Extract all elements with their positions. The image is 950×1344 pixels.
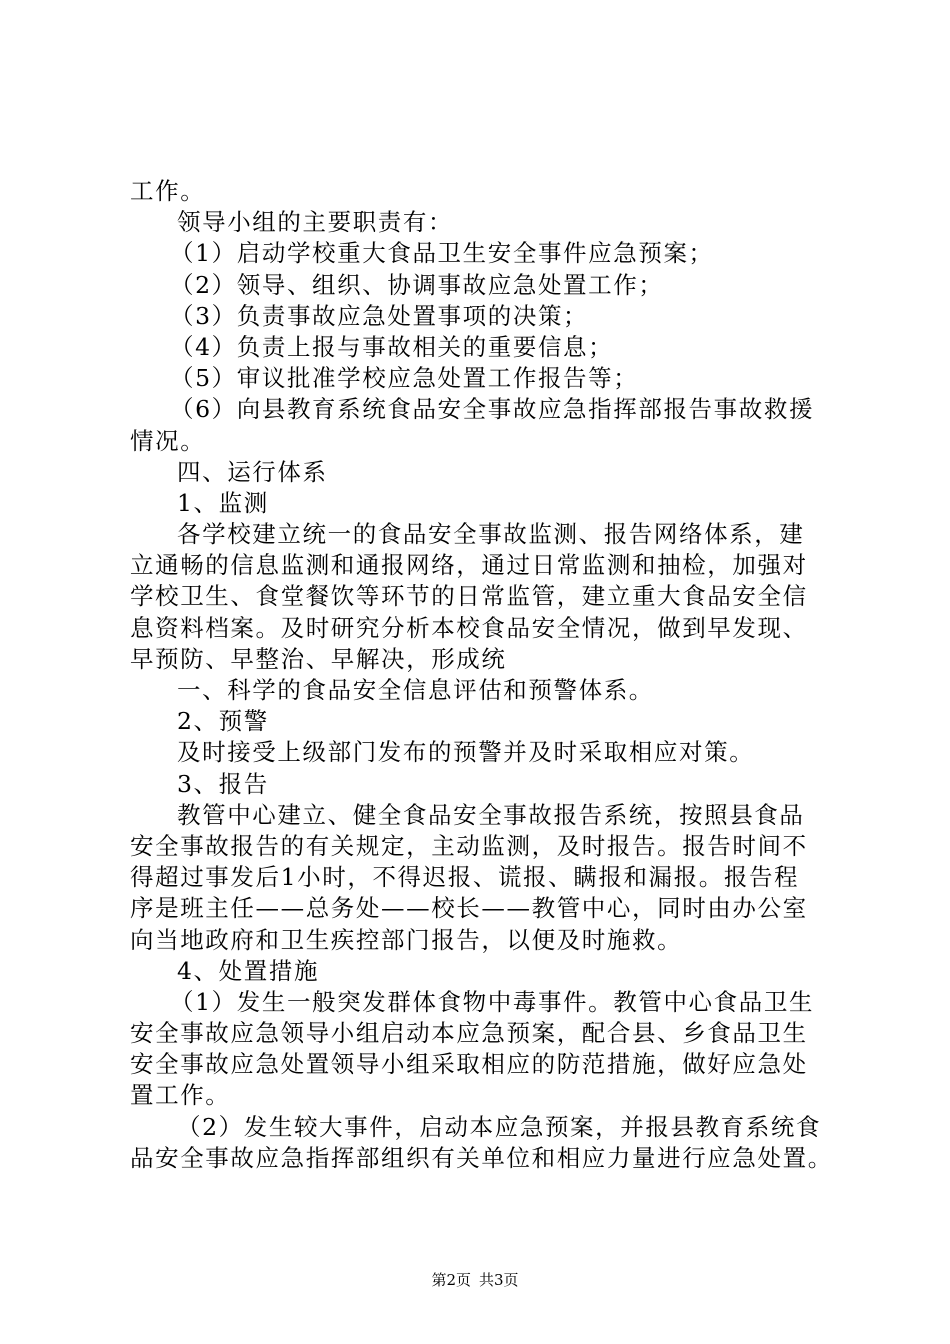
text-line: （1）发生一般突发群体食物中毒事件。教管中心食品卫生: [170, 987, 815, 1016]
text-line: 3、报告: [177, 769, 269, 798]
text-line: 安全事故应急领导小组启动本应急预案，配合县、乡食品卫生: [130, 1019, 808, 1048]
text-line: 品安全事故应急指挥部组织有关单位和相应力量进行应急处置。: [130, 1143, 833, 1172]
page-total: 共3页: [479, 1271, 519, 1289]
text-line: 各学校建立统一的食品安全事故监测、报告网络体系，建: [177, 520, 805, 549]
text-line: 向当地政府和卫生疾控部门报告，以便及时施救。: [130, 925, 683, 954]
text-line: （4）负责上报与事故相关的重要信息；: [170, 332, 614, 361]
text-line: 置工作。: [130, 1081, 231, 1110]
text-line: 领导小组的主要职责有：: [177, 208, 454, 237]
text-line: （5）审议批准学校应急处置工作报告等；: [170, 364, 639, 393]
text-line: 情况。: [130, 426, 206, 455]
text-line: 及时接受上级部门发布的预警并及时采取相应对策。: [177, 738, 755, 767]
text-line: 早预防、早整治、早解决，形成统: [130, 644, 507, 673]
text-line: （2）发生较大事件，启动本应急预案，并报县教育系统食: [177, 1112, 822, 1141]
page-footer: [0, 1270, 950, 1290]
text-line: 安全事故报告的有关规定，主动监测，及时报告。报告时间不: [130, 831, 808, 860]
text-line: 立通畅的信息监测和通报网络，通过日常监测和抽检，加强对: [130, 551, 808, 580]
text-line: （6）向县教育系统食品安全事故应急指挥部报告事故救援: [170, 395, 815, 424]
text-line: 四、运行体系: [177, 457, 328, 486]
text-line: （1）启动学校重大食品卫生安全事件应急预案；: [170, 239, 714, 268]
document-body: [130, 176, 850, 1174]
text-line: 1、监测: [177, 488, 269, 517]
text-line: （3）负责事故应急处置事项的决策；: [170, 301, 589, 330]
text-line: 息资料档案。及时研究分析本校食品安全情况，做到早发现、: [130, 613, 808, 642]
text-line: 得超过事发后1小时，不得迟报、谎报、瞒报和漏报。报告程: [130, 863, 800, 892]
text-line: 4、处置措施: [177, 956, 320, 985]
text-line: 一、科学的食品安全信息评估和预警体系。: [177, 676, 654, 704]
text-line: 安全事故应急处置领导小组采取相应的防范措施，做好应急处: [130, 1050, 808, 1079]
text-line: 学校卫生、食堂餐饮等环节的日常监管，建立重大食品安全信: [130, 582, 808, 611]
text-line: 序是班主任——总务处——校长——教管中心，同时由办公室: [130, 894, 808, 923]
page-number: 第2页: [431, 1271, 471, 1289]
text-line: 工作。: [130, 177, 206, 205]
text-line: （2）领导、组织、协调事故应急处置工作；: [170, 270, 664, 299]
text-line: 教管中心建立、健全食品安全事故报告系统，按照县食品: [177, 800, 805, 829]
text-line: 2、预警: [177, 707, 269, 736]
